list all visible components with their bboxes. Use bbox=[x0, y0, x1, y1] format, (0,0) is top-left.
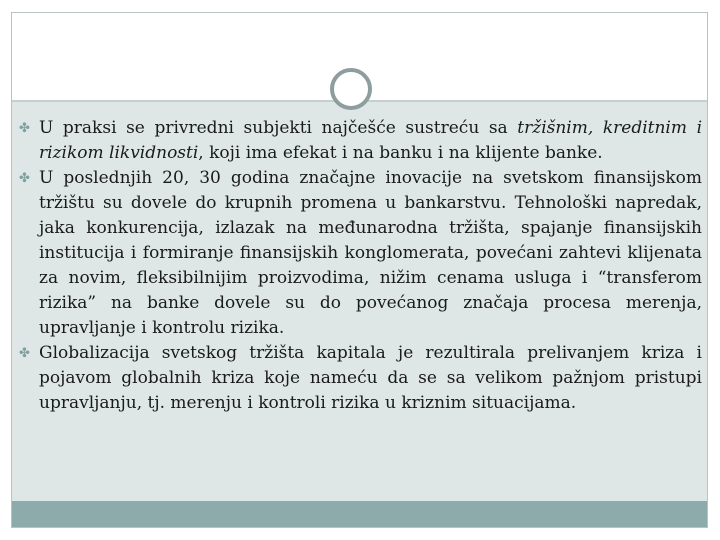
bullet-icon: ✤ bbox=[19, 121, 30, 136]
bullet-text: U poslednjih 20, 30 godina značajne inovacije na svetskom finansijskom tržištu su dovele do krupnih promena u bankarstvu. Tehnološki napredak, jaka konkurencija, izlazak na međunarodna tržišta, spajanje finansijskih institucija i formiranje finansijskih konglomerata, povećani zahtevi klijenata za novim, fleksibilnijim proizvodima, nižim cenama usluga i “transferom rizika” na banke dovele su do povećanog značaja procesa merenja, upravljanje i kontrolu rizika. bbox=[39, 168, 702, 338]
bullet-text: Globalizacija svetskog tržišta kapitala je rezultirala prelivanjem kriza i pojavom globalnih kriza koje nameću da se sa velikom pažnjom pristupi upravljanju, tj. merenju i kontroli rizika u kriznim situacijama. bbox=[39, 343, 702, 413]
bullet-text-post: , koji ima efekat i na banku i na klijente banke. bbox=[198, 143, 603, 163]
bullet-item-1 bbox=[19, 116, 702, 166]
footer-bar bbox=[12, 501, 707, 527]
bullet-item-2 bbox=[19, 166, 702, 341]
circle-ornament-icon bbox=[330, 68, 372, 110]
bullet-icon: ✤ bbox=[19, 171, 30, 186]
slide-content bbox=[0, 116, 720, 416]
bullet-item-3 bbox=[19, 341, 702, 416]
bullet-text bbox=[39, 116, 702, 166]
bullet-icon: ✤ bbox=[19, 346, 30, 361]
bullet-text-emphasis: tržišnim, kreditnim i rizikom likvidnosti bbox=[39, 118, 702, 163]
bullet-text-pre: U praksi se privredni subjekti najčešće sustreću sa bbox=[39, 118, 518, 138]
